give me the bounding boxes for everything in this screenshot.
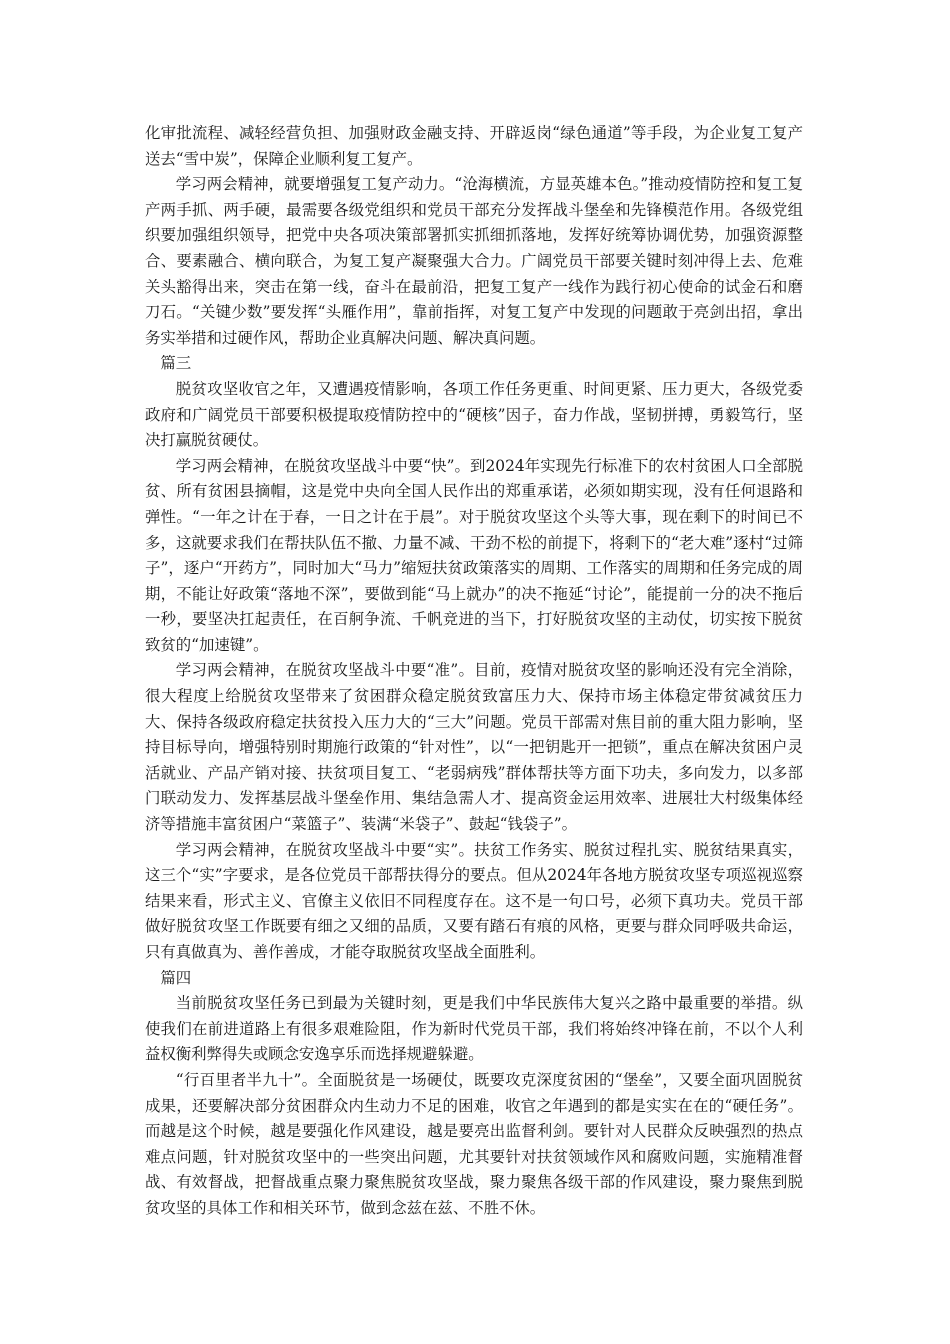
paragraph: 当前脱贫攻坚任务已到最为关键时刻，更是我们中华民族伟大复兴之路中最重要的举措。纵使我们在前进道路上有很多艰难险阻，作为新时代党员干部，我们将始终冲锋在前，不以个人利益权衡利弊得失或顾念安逸享乐而选择规避躲避。 (145, 994, 803, 1064)
paragraph: “行百里者半九十”。全面脱贫是一场硬仗，既要攻克深度贫困的“堡垒”，又要全面巩固脱贫成果，还要解决部分贫困群众内生动力不足的困难，收官之年遇到的都是实实在在的“硬任务”。而越是这个时候，越是要强化作风建设，越是要亮出监督利剑。要针对人民群众反映强烈的热点难点问题，针对脱贫攻坚中的一些突出问题，尤其要针对扶贫领域作风和腐败问题，实施精准督战、有效督战，把督战重点聚力聚焦脱贫攻坚战，聚力聚焦各级干部的作风建设，聚力聚焦到脱贫攻坚的具体工作和相关环节，做到念兹在兹、不胜不休。 (145, 1070, 803, 1217)
paragraph-continuation: 化审批流程、减轻经营负担、加强财政金融支持、开辟返岗“绿色通道”等手段，为企业复工复产送去“雪中炭”，保障企业顺利复工复产。 (145, 124, 803, 168)
section-heading: 篇四 (160, 968, 192, 987)
paragraph: 学习两会精神，在脱贫攻坚战斗中要“快”。到2024年实现先行标准下的农村贫困人口全部脱贫、所有贫困县摘帽，这是党中央向全国人民作出的郑重承诺，必须如期实现，没有任何退路和弹性。“一年之计在于春，一日之计在于晨”。对于脱贫攻坚这个头等大事，现在剩下的时间已不多，这就要求我们在帮扶队伍不撤、力量不减、干劲不松的前提下，将剩下的“老大难”逐村“过筛子”，逐户“开药方”，同时加大“马力”缩短扶贫政策落实的周期、工作落实的周期和任务完成的周期，不能让好政策“落地不深”，要做到能“马上就办”的决不拖延“讨论”，能提前一分的决不拖后一秒，要坚决扛起责任，在百舸争流、千帆竞进的当下，打好脱贫攻坚的主动仗，切实按下脱贫致贫的“加速键”。 (145, 456, 803, 654)
document-page (145, 121, 803, 1222)
paragraph: 学习两会精神，在脱贫攻坚战斗中要“实”。扶贫工作务实、脱贫过程扎实、脱贫结果真实，这三个“实”字要求，是各位党员干部帮扶得分的要点。但从2024年各地方脱贫攻坚专项巡视巡察结果来看，形式主义、官僚主义依旧不同程度存在。这不是一句口号，必须下真功夫。党员干部做好脱贫攻坚工作既要有细之又细的品质，又要有踏石有痕的风格，更要与群众同呼吸共命运，只有真做真为、善作善成，才能夺取脱贫攻坚战全面胜利。 (145, 840, 803, 961)
section-heading: 篇三 (160, 354, 192, 373)
paragraph: 学习两会精神，就要增强复工复产动力。“沧海横流，方显英雄本色。”推动疫情防控和复工复产两手抓、两手硬，最需要各级党组织和党员干部充分发挥战斗堡垒和先锋模范作用。各级党组织要加强组织领导，把党中央各项决策部署抓实抓细抓落地，发挥好统筹协调优势，加强资源整合、要素融合、横向联合，为复工复产凝聚强大合力。广阔党员干部要关键时刻冲得上去、危难关头豁得出来，突击在第一线，奋斗在最前沿，把复工复产一线作为践行初心使命的试金石和磨刀石。“关键少数”要发挥“头雁作用”，靠前指挥，对复工复产中发现的问题敢于亮剑出招，拿出务实举措和过硬作风，帮助企业真解决问题、解决真问题。 (145, 175, 803, 347)
paragraph: 学习两会精神，在脱贫攻坚战斗中要“准”。目前，疫情对脱贫攻坚的影响还没有完全消除，很大程度上给脱贫攻坚带来了贫困群众稳定脱贫致富压力大、保持市场主体稳定带贫减贫压力大、保持各级政府稳定扶贫投入压力大的“三大”问题。党员干部需对焦目前的重大阻力影响，坚持目标导向，增强特别时期施行政策的“针对性”，以“一把钥匙开一把锁”，重点在解决贫困户灵活就业、产品产销对接、扶贫项目复工、“老弱病残”群体帮扶等方面下功夫，多向发力，以多部门联动发力、发挥基层战斗堡垒作用、集结急需人才、提高资金运用效率、进展壮大村级集体经济等措施丰富贫困户“菜篮子”、装满“米袋子”、鼓起“钱袋子”。 (145, 661, 803, 834)
paragraph: 脱贫攻坚收官之年，又遭遇疫情影响，各项工作任务更重、时间更紧、压力更大，各级党委政府和广阔党员干部要积极提取疫情防控中的“硬核”因子，奋力作战，坚韧拼搏，勇毅笃行，坚决打赢脱贫硬仗。 (145, 379, 803, 450)
